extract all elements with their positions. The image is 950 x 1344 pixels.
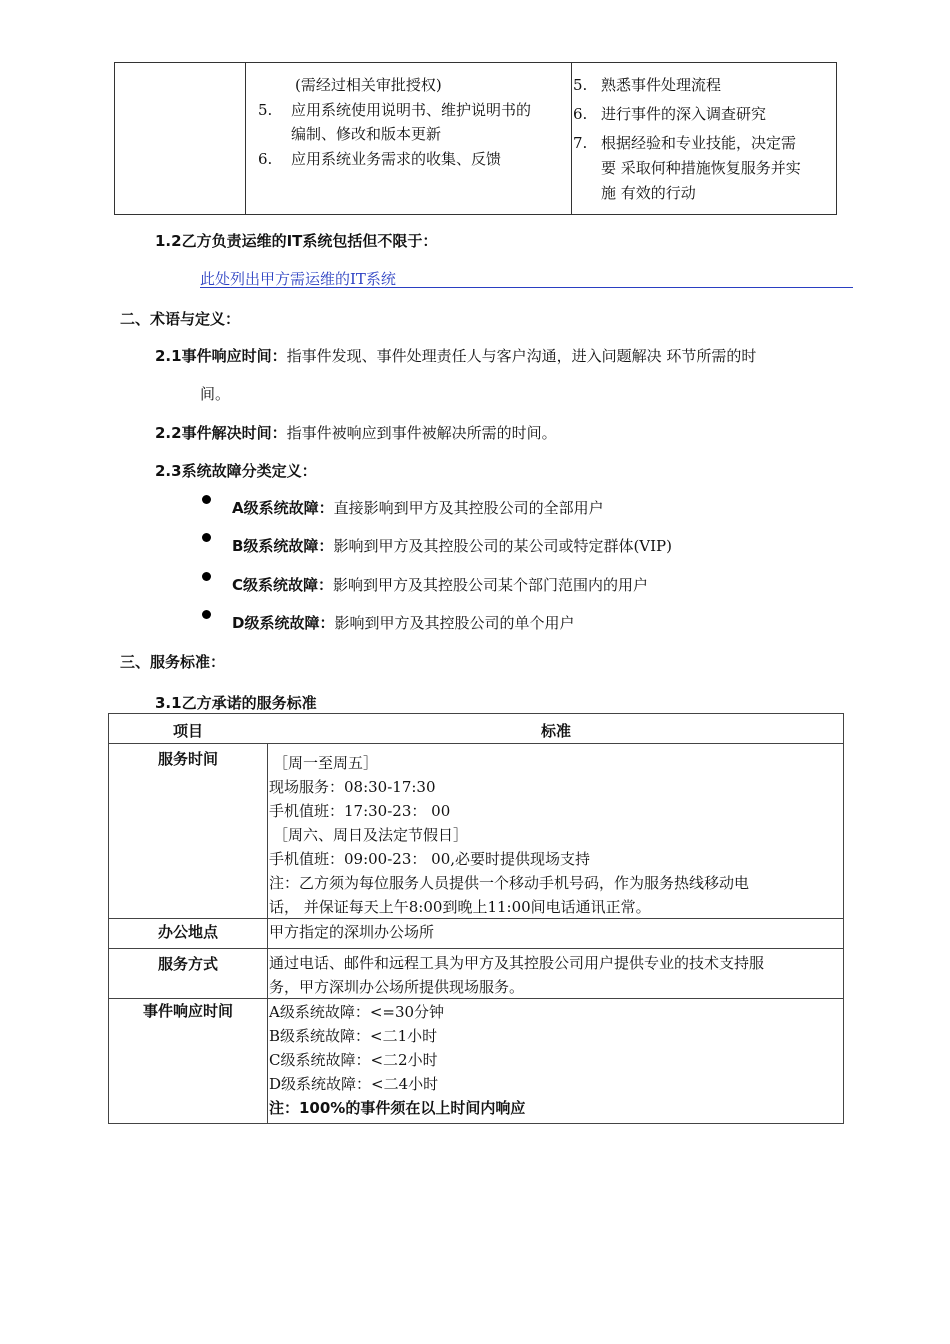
bullet-icon <box>202 610 211 619</box>
table-row-divider <box>109 743 843 744</box>
link-underline <box>200 287 853 288</box>
bullet-icon <box>202 495 211 504</box>
it-system-link[interactable]: 此处列出甲方需运维的IT系统 <box>200 270 396 288</box>
office-content: 甲方指定的深圳办公场所 <box>269 923 435 941</box>
row-label-office: 办公地点 <box>157 923 218 941</box>
service-time-content: ［周一至周五］ 现场服务：08:30-17:30 手机值班：17:30-23： 00 ［周六、周日及法定节假日］ 手机值班：09:00-23： 00,必要时提供现场支持 注：乙方须为每位服务人员提供一个移动手机号码，作为服务热线移动电 话， 并保证每天上午8:00到晚上11:00间电话通讯正常。 <box>269 754 750 916</box>
service-mode-content: 通过电话、邮件和远程工具为甲方及其控股公司用户提供专业的技术支持服 务，甲方深圳办公场所提供现场服务。 <box>269 954 765 996</box>
row-label-service-time: 服务时间 <box>157 750 218 768</box>
table-row-divider <box>109 948 843 949</box>
service-standard-table <box>108 713 844 1124</box>
section-heading-3-1: 3.1乙方承诺的服务标准 <box>155 694 317 712</box>
row-label-service-mode: 服务方式 <box>157 955 218 973</box>
section-heading-2: 二、术语与定义： <box>120 310 241 328</box>
fault-level-d: D级系统故障：影响到甲方及其控股公司的单个用户 <box>232 614 575 632</box>
definition-2-3: 2.3系统故障分类定义： <box>155 462 317 480</box>
fault-level-b: B级系统故障：影响到甲方及其控股公司的某公司或特定群体(VIP) <box>232 537 672 555</box>
table-header-item: 项目 <box>172 722 203 740</box>
table-column-divider <box>267 743 268 1123</box>
table-column-divider <box>245 63 246 214</box>
table-header-standard: 标准 <box>540 722 571 740</box>
bullet-icon <box>202 572 211 581</box>
definition-2-2: 2.2事件解决时间：指事件被响应到事件被解决所需的时间。 <box>155 424 557 442</box>
fault-level-c: C级系统故障：影响到甲方及其控股公司某个部门范围内的用户 <box>232 576 649 594</box>
response-time-content: A级系统故障：<=30分钟 B级系统故障：<二1小时 C级系统故障：<二2小时 D级系统故障：<二4小时 注：100%的事件须在以上时间内响应 <box>269 1003 526 1117</box>
fault-level-a: A级系统故障：直接影响到甲方及其控股公司的全部用户 <box>232 499 604 517</box>
bullet-icon <box>202 533 211 542</box>
section-heading-1-2: 1.2乙方负责运维的IT系统包括但不限于： <box>155 232 438 250</box>
row-label-response-time: 事件响应时间 <box>142 1002 233 1020</box>
definition-2-1: 2.1事件响应时间：指事件发现、事件处理责任人与客户沟通，进入问题解决 环节所需的时 <box>155 347 757 365</box>
section-heading-3: 三、服务标准： <box>120 653 226 671</box>
table-column-divider <box>571 63 572 214</box>
definition-2-1-continued: 间。 <box>200 385 231 403</box>
top-table: (需经过相关审批授权) 5. 应用系统使用说明书、维护说明书的 编制、修改和版本更新 6. 应用系统业务需求的收集、反馈 5. 熟悉事件处理流程 6. 进行事件的深入调查研究 7. 根据经验和专业技能，决定需 要 采取何种措施恢复服务并实 施 有效的行动 <box>114 62 837 215</box>
